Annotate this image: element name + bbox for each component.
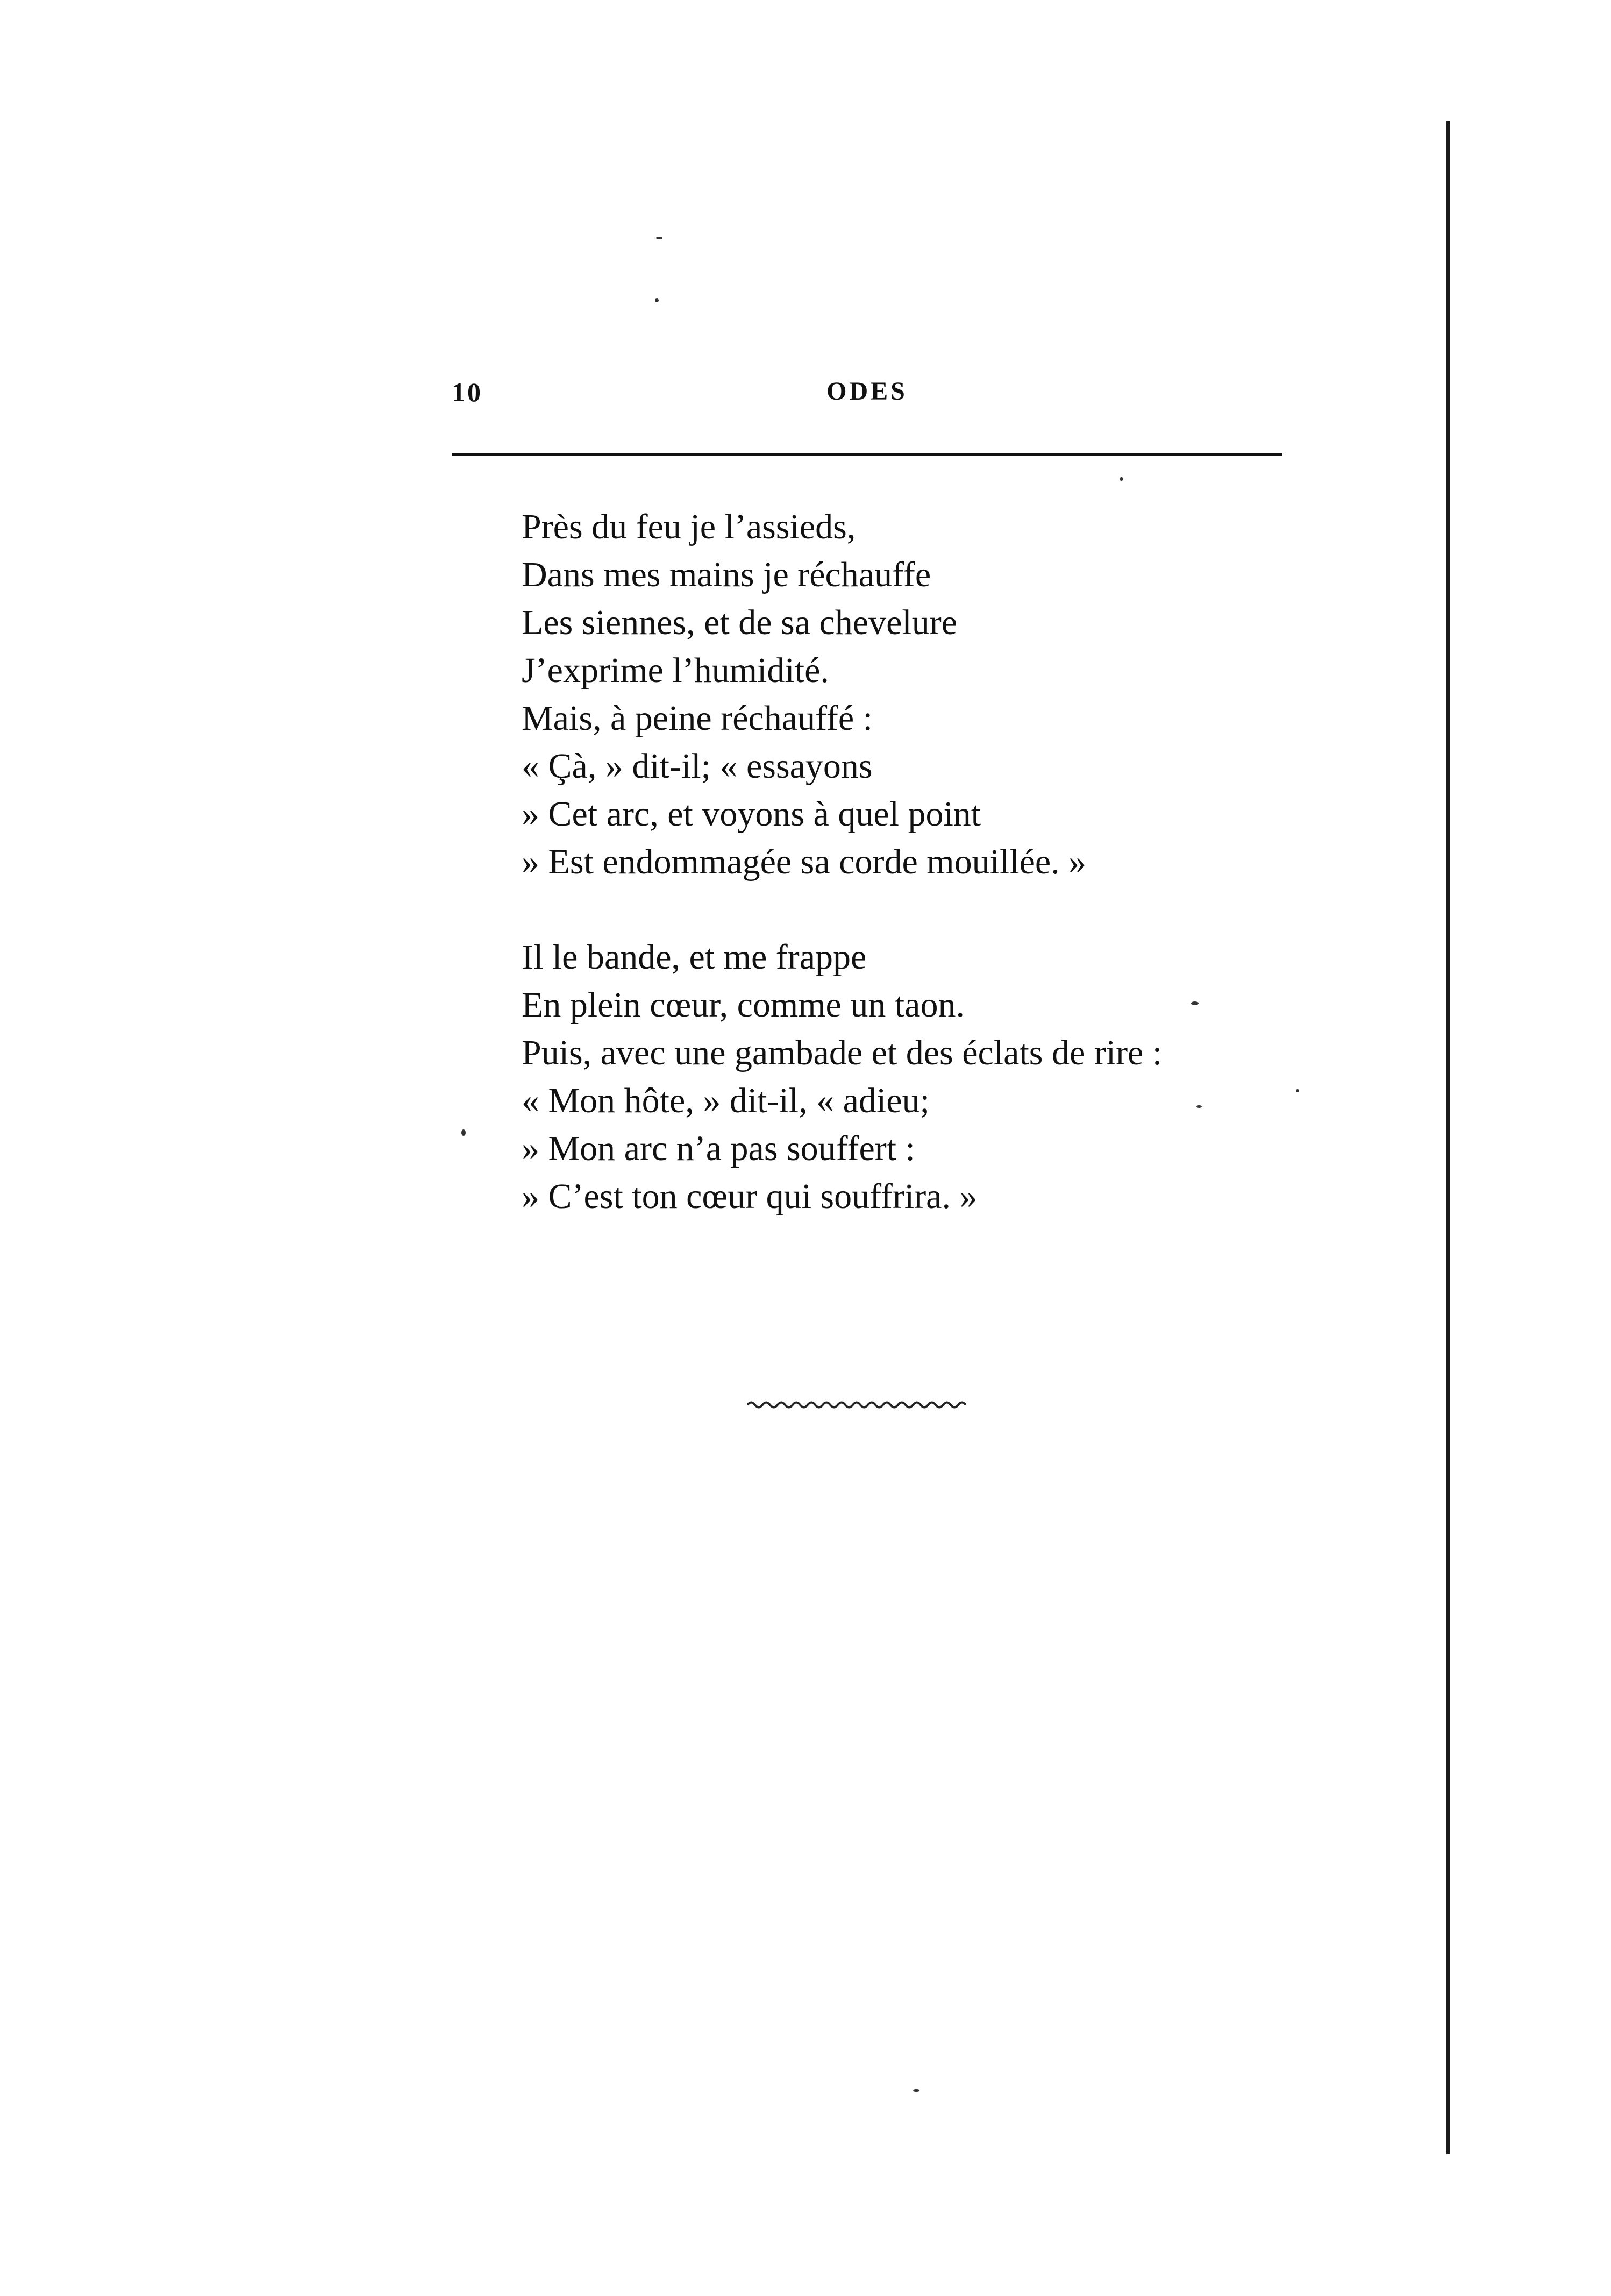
stanza-1: [522, 503, 1296, 886]
verse-line: « Mon hôte, » dit-il, « adieu;: [522, 1081, 930, 1120]
header-rule: [452, 453, 1282, 456]
stanza-2: [522, 933, 1296, 1220]
print-speck: [1196, 1105, 1202, 1108]
verse-line: J’exprime l’humidité.: [522, 651, 829, 690]
print-speck: [1296, 1089, 1299, 1092]
verse-line: « Çà, » dit-il; « essayons: [522, 747, 873, 786]
verse-line: » Est endommagée sa corde mouillée. »: [522, 842, 1087, 882]
verse-line: » Mon arc n’a pas souffert :: [522, 1129, 915, 1168]
verse-line: Il le bande, et me frappe: [522, 937, 867, 977]
running-title: ODES: [826, 377, 908, 406]
verse-line: Puis, avec une gambade et des éclats de rire :: [522, 1033, 1163, 1072]
print-speck: [1120, 477, 1123, 481]
print-speck: [1191, 1001, 1199, 1005]
wavy-line-tailpiece-icon: [746, 1398, 972, 1411]
poem-text: [522, 503, 1296, 1220]
verse-line: » Cet arc, et voyons à quel point: [522, 794, 981, 834]
verse-line: Les siennes, et de sa chevelure: [522, 603, 957, 642]
verse-line: Mais, à peine réchauffé :: [522, 699, 873, 738]
print-speck: [655, 298, 659, 302]
verse-line: » C’est ton cœur qui souffrira. »: [522, 1177, 978, 1216]
print-speck: [656, 237, 662, 239]
verse-line: Près du feu je l’assieds,: [522, 507, 856, 546]
print-speck: [913, 2089, 919, 2092]
page-number: 10: [452, 377, 483, 407]
verse-line: Dans mes mains je réchauffe: [522, 555, 931, 594]
verse-line: En plein cœur, comme un taon.: [522, 985, 965, 1025]
page-edge-line: [1446, 121, 1450, 2154]
running-head: [452, 376, 1282, 425]
print-speck: [461, 1129, 466, 1136]
